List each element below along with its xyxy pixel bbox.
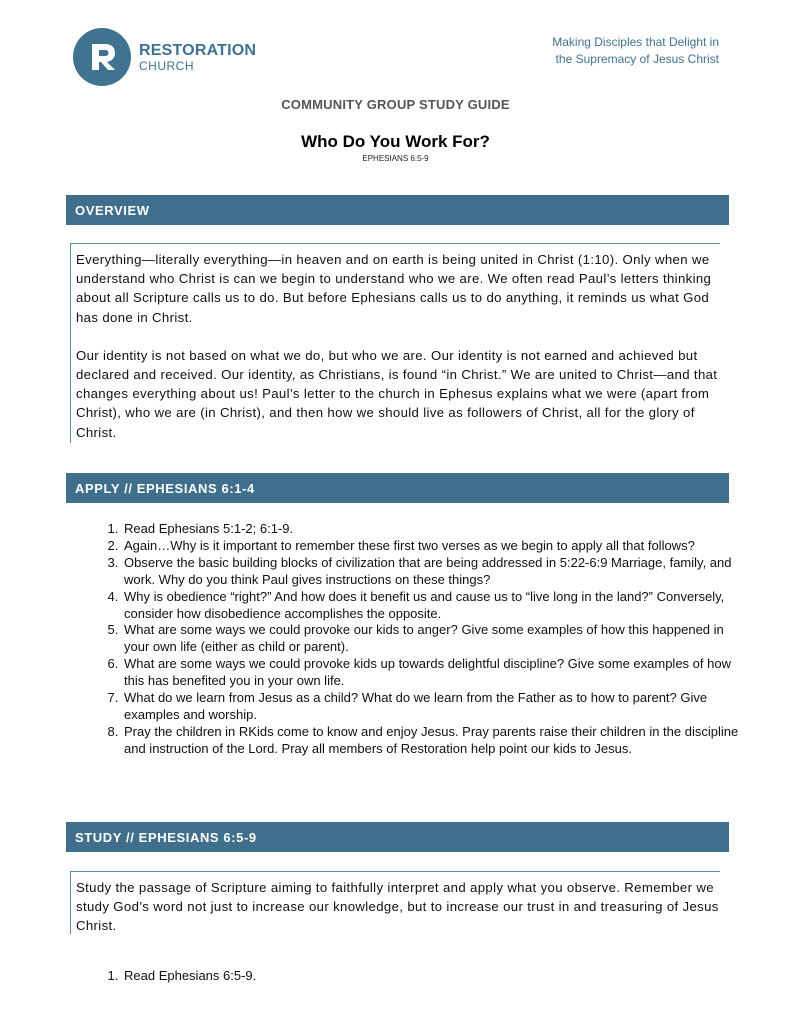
list-item: 8. Pray the children in RKids come to know and enjoy Jesus. Pray parents raise their children in the discipline and instruction of the Lord. Pray all members of Restoration help point our kids to Jesus. (122, 724, 742, 758)
church-tagline (552, 34, 719, 68)
apply-question-list (98, 521, 742, 758)
church-logo (73, 28, 256, 86)
list-item: 4. Why is obedience “right?” And how does it benefit us and cause us to “live long in the land?” Conversely, consider how disobedience accomplishes the opposite. (122, 589, 742, 623)
list-item: 3. Observe the basic building blocks of civilization that are being addressed in 5:22-6:9 Marriage, family, and work. Why do you think Paul gives instructions on these things? (122, 555, 742, 589)
list-item: 7. What do we learn from Jesus as a child? What do we learn from the Father as to how to parent? Give examples and worship. (122, 690, 742, 724)
tagline-line-2: the Supremacy of Jesus Christ (555, 52, 719, 66)
study-heading: STUDY // EPHESIANS 6:5-9 (66, 822, 729, 852)
list-item: 5. What are some ways we could provoke our kids to anger? Give some examples of how this happened in your own life (either as child or parent). (122, 622, 742, 656)
study-question-list (98, 968, 742, 985)
study-intro-box (70, 871, 720, 934)
page-title: Who Do You Work For? (301, 132, 490, 151)
overview-box (70, 243, 720, 443)
overview-paragraph-1: Everything—literally everything—in heaven and on earth is being united in Christ (1:10). Only when we understand who Christ is can we begin to understand who we are. We often read Paul’s letters thinking about all Scripture calls us to do. But before Ephesians calls us to do anything, it reminds us what God has done in Christ. (76, 252, 712, 325)
guide-title: COMMUNITY GROUP STUDY GUIDE (281, 97, 510, 112)
logo-name: RESTORATION (139, 41, 257, 59)
list-item: 1. Read Ephesians 5:1-2; 6:1-9. (122, 521, 742, 538)
logo-mark-icon (73, 28, 131, 86)
overview-paragraph-2: Our identity is not based on what we do, but who we are. Our identity is not earned and achieved but declared and received. Our identity, as Christians, is found “in Christ.” We are united to Christ—and that changes everything about us! Paul’s letter to the church in Ephesus explains what we were (apart from Christ), who we are (in Christ), and then how we should live as followers of Christ, all for the glory of Christ. (76, 347, 718, 440)
overview-heading: OVERVIEW (66, 195, 729, 225)
r-letter-icon (85, 40, 119, 74)
scripture-reference: EPHESIANS 6:5-9 (362, 154, 429, 163)
apply-heading: APPLY // EPHESIANS 6:1-4 (66, 473, 729, 503)
list-item: 2. Again…Why is it important to remember these first two verses as we begin to apply all that follows? (122, 538, 742, 555)
tagline-line-1: Making Disciples that Delight in (552, 35, 719, 49)
study-intro: Study the passage of Scripture aiming to faithfully interpret and apply what you observe. Remember we study God’s word not just to increase our knowledge, but to increase our trust in and treasuring of Jesus Christ. (76, 880, 719, 934)
list-item: 1. Read Ephesians 6:5-9. (122, 968, 742, 985)
list-item: 6. What are some ways we could provoke kids up towards delightful discipline? Give some examples of how this has benefited you in your own life. (122, 656, 742, 690)
logo-subtitle: CHURCH (139, 58, 194, 73)
